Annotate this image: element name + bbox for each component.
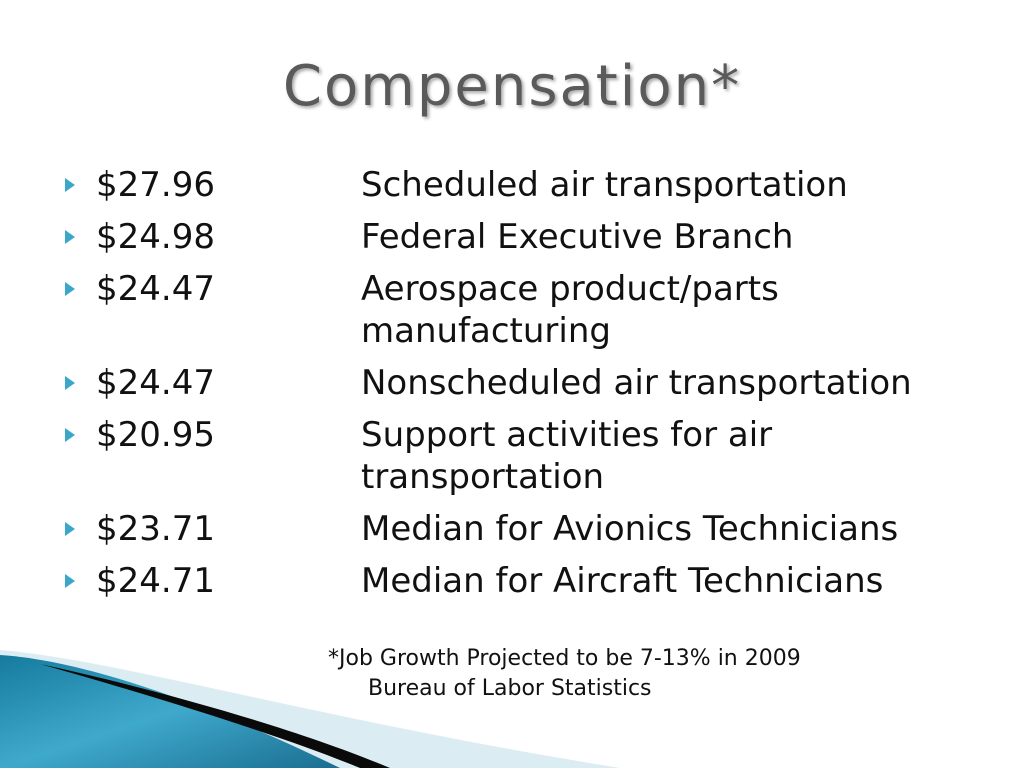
triangle-right-icon [64,508,96,550]
footnote-source: Bureau of Labor Statistics [368,676,652,701]
industry-description: Federal Executive Branch [361,217,794,257]
pay-amount: $20.95 [96,415,215,455]
pay-amount: $24.47 [96,269,215,309]
triangle-right-icon [64,216,96,258]
list-item [64,508,981,550]
triangle-right-icon [64,362,96,404]
list-item [64,164,981,206]
pay-amount: $24.71 [96,561,215,601]
triangle-right-icon [64,414,96,456]
list-item [64,268,981,352]
pay-amount: $23.71 [96,509,215,549]
industry-description: Median for Aircraft Technicians [361,561,884,601]
triangle-right-icon [64,560,96,602]
industry-description: Nonscheduled air transportation [361,363,912,403]
industry-description: Aerospace product/parts manufacturing [361,269,779,351]
list-item [64,216,981,258]
pay-amount: $27.96 [96,165,215,205]
list-item [64,362,981,404]
pay-amount: $24.98 [96,217,215,257]
list-item [64,414,981,498]
industry-description: Support activities for air transportation [361,415,773,497]
footnote [328,644,801,704]
list-item [64,560,981,602]
slide-title: Compensation* [282,54,742,119]
footnote-job-growth: *Job Growth Projected to be 7-13% in 2009 [328,646,801,671]
compensation-list [64,164,981,612]
triangle-right-icon [64,164,96,206]
industry-description: Median for Avionics Technicians [361,509,899,549]
pay-amount: $24.47 [96,363,215,403]
industry-description: Scheduled air transportation [361,165,848,205]
triangle-right-icon [64,268,96,310]
